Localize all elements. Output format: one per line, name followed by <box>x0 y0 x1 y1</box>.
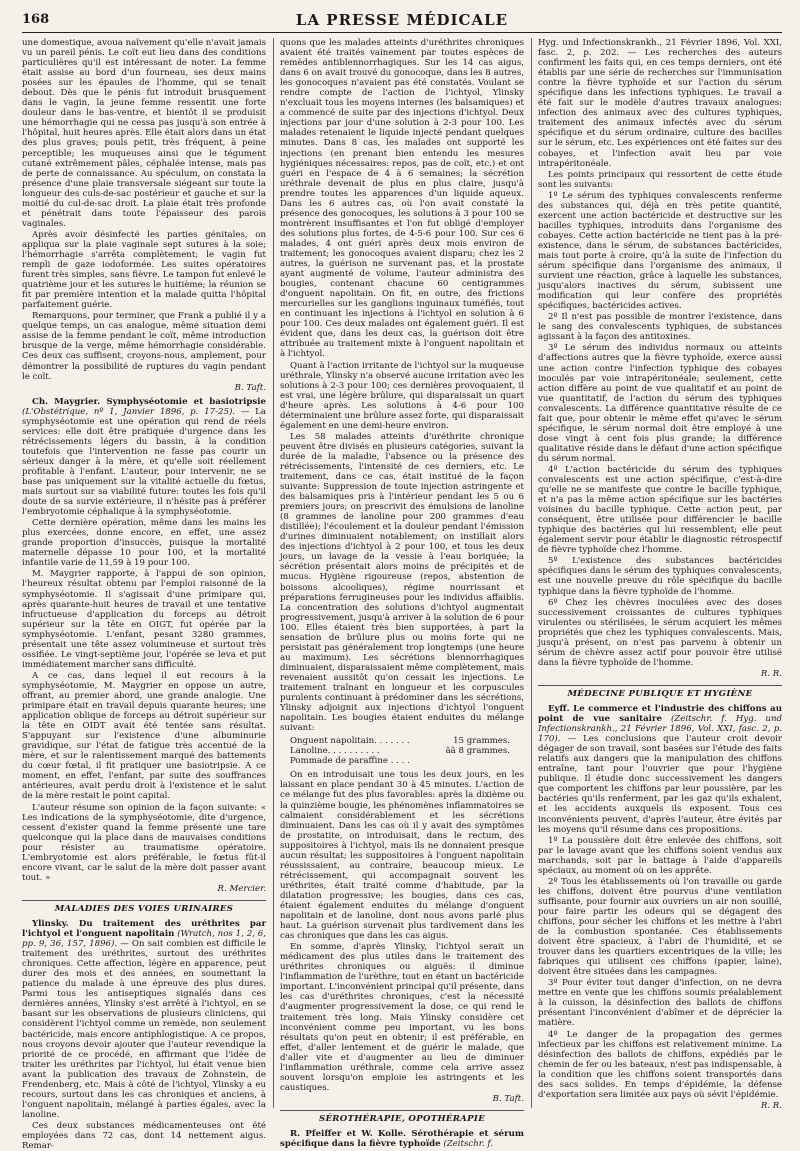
article-heading: Eyff. Le commerce et l'industrie des chiffons au point de vue sanitaire <box>538 704 782 725</box>
formula-row <box>280 756 524 766</box>
paragraph: 1º La poussière doit être enlevée des chiffons, soit par le lavage avant que les chiffons soient vendus aux marchands, soit par le battage à l'aide d'appareils spéciaux, au moment où on les apprête. <box>538 835 782 876</box>
author-signature: R. R. <box>760 668 782 679</box>
paragraph: 2º Tous les établissements où l'on travaille ou garde les chiffons, doivent être pourvus d'une ventilation suffisante, pour fournir aux ouvriers un air non souillé, pour faire partir les odeurs qui se dégagent des chiffons, pour sécher les chiffons et les mettre à l'abri de la combustion spontanée. Ces établissements doivent être spacieux, à l'abri de l'humidité, et se trouver dans les quartiers excentriques de la ville; les fabriques qui utilisent ces chiffons (papier, laine), doivent être situées dans les campagnes. <box>538 876 782 978</box>
author-signature: R. Mercier. <box>217 883 266 894</box>
article-source: (Zeitschr. f. <box>443 1139 493 1150</box>
section-heading: MÉDECINE PUBLIQUE ET HYGIÈNE <box>538 685 782 699</box>
page-number: 168 <box>22 12 50 27</box>
paragraph: 6º Chez les chèvres inoculées avec des doses successivement croissantes de cultures typhiques virulentes ou stérilisées, le sérum acquiert les mêmes propriétés que chez les typhiques convalescents. Mais, jusqu'à présent, on n'est pas parvenu à obtenir un sérum de chèvre assez actif pour pouvoir être utilisé dans la fièvre typhoïde de l'homme. <box>538 597 782 668</box>
paragraph-text: — La symphyséotomie est une opération qui rend de réels services: elle doit être pratiquée d'urgence dans les rétrécissements légers du bassin, à la condition toutefois que l'intervention ne fasse pas courir un sérieux danger à la mère, et qu'elle soit réellement profitable à l'enfant. L'auteur, pour intervenir, ne se base pas uniquement sur la vitalité actuelle du fœtus, mais surtout sur sa viabilité future: toutes les fois qu'il doute de sa survie extérieure, il n'hésite pas à préférer l'embryotomie céphalique à la symphyséotomie. <box>22 406 267 518</box>
article-intro <box>22 397 266 518</box>
journal-title: LA PRESSE MÉDICALE <box>295 11 509 29</box>
article-heading: Ylinsky. Du traitement des uréthrites par l'ichtyol et l'onguent napolitain <box>22 918 266 940</box>
paragraph: Cette dernière opération, même dans les mains les plus exercées, donne encore, en effet, une assez grande proportion d'insuccès, puisque la mortalité maternelle dépasse 10 pour 100, et la mortalité infantile varie de 11,59 à 19 pour 100. <box>22 518 266 569</box>
formula-ingredient: Pommade de paraffine . . . . <box>290 756 410 767</box>
paragraph: 3º Pour éviter tout danger d'infection, on ne devra mettre en vente que les chiffons soumis préalablement à la cuisson, la désinfection des ballots de chiffons présentant l'inconvénient d'abîmer et de déprécier la matière. <box>538 978 782 1029</box>
article-columns <box>22 38 783 1151</box>
author-signature: R. R. <box>760 1100 782 1111</box>
article-source: (Zeitschr. f. Hyg. und Infectionskrankh., 21 Février 1896, Vol. XXI, fasc. 2, p. 170). <box>538 714 783 745</box>
paragraph: M. Maygrier rapporte, à l'appui de son opinion, l'heureux résultat obtenu par l'emploi raisonné de la symphyséotomie. Il s'agissait d'une primipare qui, après quarante-huit heures de travail et une tentative infructueuse d'application du forceps au détroit supérieur sur la tête en OIGT, fut opérée par la symphyséotomie. L'enfant, pesant 3280 grammes, présentait une tête assez volumineuse et surtout très ossifiée. Le vingt-septième jour, l'opérée se leva et put immédiatement marcher sans difficulté. <box>22 569 266 670</box>
article-heading: R. Pfeiffer et W. Kolle. Sérothérapie et sérum spécifique dans la fièvre typhoïde <box>280 1128 524 1150</box>
column-divider <box>273 38 274 1108</box>
paragraph: 1º Le sérum des typhiques convalescents renferme des substances qui, déjà en très petite quantité, exercent une action bactéricide et destructive sur les bacilles typhiques, introduits dans l'organisme des cobayes. Cette action bactéricide ne tient pas à la pré-existence, dans le sérum, de substances bactéricides, mais tout porte à croire, qu'à la suite de l'infection du sérum spécifique dans l'organisme des animaux, il survient une réaction, grâce à laquelle les substances, jusqu'alors inactives du sérum, subissent une modification qui leur confère des propriétés spécifiques, bactéricides actives. <box>538 190 782 312</box>
column-2 <box>280 38 525 1150</box>
paragraph: 3º Le sérum des individus normaux ou atteints d'affections autres que la fièvre typhoïde, exerce aussi une action contre l'infection typhique des cobayes inoculés par voie intrapéritonéale; seulement, cette action diffère au point de vue qualitatif et au point de vue quantitatif, de l'action du sérum des typhiques convalescents. La différence quantitative résulte de ce fait que, pour obtenir le même effet qu'avec le sérum spécifique, le sérum normal doit être employé à une dose vingt à cent fois plus grande; la différence qualitative réside dans le défaut d'une action spécifique du sérum normal. <box>538 343 782 464</box>
paragraph: A ce cas, dans lequel il eut recours à la symphyséotomie, M. Maygrier en oppose un autre, offrant, au premier abord, une grande analogie. Une primipare était en travail depuis quarante heures; une application oblique de forceps au détroit supérieur sur la tête en OIDT avait été tentée sans résultat. S'appuyant sur l'existence d'une albuminurie gravidique, sur l'état de fatigue très accentué de la mère, et sur le ralentissement marqué des battements du cœur fœtal, il fit pratiquer une basiotripsie. A ce moment, en effet, l'enfant, par suite des souffrances antérieures, avait perdu droit à l'existence et le salut de la mère restait le point capital. <box>22 670 266 802</box>
paragraph-text: — Les conclusions que l'auteur croit devoir dégager de son travail, sont basées sur l'étude des faits relatifs aux dangers que la manipulation des chiffons entraîne, tant pour l'ouvrier que pour l'hygiène publique. Il étudie donc successivement les dangers que comportent les chiffons par leur poussière, par les bactéries qu'ils renferment, par les gaz qu'ils exhalent, et les accidents auxquels ils exposent. Tous ces inconvénients peuvent, d'après l'auteur, être évités par les moyens qu'il résume dans ces propositions. <box>538 734 782 835</box>
author-signature: B. Taft. <box>492 1093 524 1104</box>
formula-list <box>280 736 524 766</box>
paragraph: Ces deux substances médicamenteuses ont été employées dans 72 cas, dont 14 nettement aigus. Remar- <box>22 1120 266 1151</box>
paragraph: Les 58 malades atteints d'uréthrite chronique peuvent être divisés en plusieurs catégories, suivant la durée de la maladie, l'absence ou la présence des rétrécissements, l'intensité de ces derniers, etc. Le traitement, dans ce cas, était institué de la façon suivante: Suppression de toute injection astringente et des balsamiques pris à l'intérieur pendant les 5 ou 6 premiers jours; on prescrivit des émulsions de lanoline (8 grammes de lanoline pour 200 grammes d'eau distillée); l'écoulement et la douleur pendant l'émission d'urines diminuaient notablement; on instillait alors des injections d'ichtyol à 2 pour 100, et tous les deux jours, un lavage de la vessie à l'eau boriquée; la sécrétion présentait alors moins de précipités et de mucus. Hygiène rigoureuse (repos, abstention de boissons alcooliques), régime nourrissant et préparations ferrugineuses pour les individus affaiblis. La concentration des solutions d'ichtyol augmentait progressivement, jusqu'à arriver à la solution de 6 pour 100. Elles étaient très bien supportées, à part la sensation de brûlure plus ou moins forte qui ne persistait pas généralement trop longtemps (une heure au maximum). Les sécrétions blennorrhagiques diminuaient, disparaissaient même complètement, mais revenaient aussitôt qu'on cessait les injections. Le traitement traînant en longueur et les corpuscules purulents continuant à prédominer dans les sécrétions, Ylinsky adjoignit aux injections d'ichtyol l'onguent napolitain. Les bougies étaient enduites du mélange suivant: <box>280 431 524 734</box>
paragraph: On en introduisait une tous les deux jours, en les laissant en place pendant 30 à 45 minutes. L'action de ce mélange fut des plus favorables: après la dixième ou la quinzième bougie, les phénomènes inflammatoires se calmaient considérablement et les sécrétions diminuaient. Dans les cas où il y avait des symptômes de prostatite, on introduisait, dans le rectum, des suppositoires à l'ichtyol, mais ils ne donnaient presque aucun résultat; les suppositoires à l'onguent napolitain réussissaient, au contraire, beaucoup mieux. Le rétrécissement, qui accompagnait souvent les uréthrites, était traité comme d'habitude, par la dilatation progressive; les bougies, dans ces cas, étaient également enduites du mélange d'onguent napolitain et de lanoline, dont nous avons parlé plus haut. La guérison survenait plus tardivement dans les cas chroniques que dans les cas aigus. <box>280 770 524 942</box>
paragraph: une domestique, avoua naïvement qu'elle n'avait jamais vu un pareil pénis. Le coït eut lieu dans des conditions particulières qu'il est intéressant de noter. La femme était assise au bord d'un fourneau, ses deux mains posées sur les épaules de l'homme, qui se tenait debout. Dès que le pénis fut introduit brusquement dans le vagin, la jeune femme ressentit une forte douleur dans le bas-ventre, et bientôt il se produisit une hémorrhagie qui ne cessa pas jusqu'à son entrée à l'hôpital, huit heures après. Elle était alors dans un état des plus graves; pouls petit, très fréquent, à peine perceptible; les muqueuses ainsi que le tégument cutané extrêmement pâles, céphalée intense, mais pas de perte de connaissance. Au spéculum, on constata la présence d'une plaie transversale siégeant sur toute la longueur des culs-de-sac postérieur et gauche et sur la moitié du cul-de-sac droit. La plaie était très profonde et pénétrait dans toute l'épaisseur des parois vaginales. <box>22 38 266 229</box>
paragraph-text: — On sait combien est difficile le traitement des uréthrites, surtout des uréthrites chroniques. Cette affection, légère en apparence, peut durer des mois et des années, en soumettant la patience du malade à une épreuve des plus dures. Parmi tous les antiseptiques signalés dans ces dernières années, Ylinsky s'est arrêté à l'ichtyol, en se basant sur les observations de plusieurs cliniciens, qui considèrent l'ichtyol comme un remède, non seulement bactéricide, mais encore antiphlogistique. A ce propos, nous croyons devoir ajouter que l'auteur revendique la priorité de ce procédé, en affirmant que l'idée de traiter les uréthrites par l'ichtyol, lui était venue bien avant la publication des travaux de Zohnstein, de Frendenberg, etc. Mais à côté de l'ichtyol, Ylinsky a eu recours, surtout dans les cas chroniques et anciens, à l'onguent napolitain, mélangé à parties égales, avec la lanoline. <box>22 939 266 1120</box>
paragraph: 4º L'action bactéricide du sérum des typhiques convalescents est une action spécifique, c'est-à-dire qu'elle ne se manifeste que contre le bacille typhique, et n'a pas la même action spécifique sur les bactéries voisines du bacille typhique. Cette action peut, par conséquent, être utilisée pour différencier le bacille typhique des bactéries qui lui ressemblent; elle peut également servir pour établir le diagnostic rétrospectif de fièvre typhoïde chez l'homme. <box>538 464 782 556</box>
formula-ingredient: Onguent napolitain. . . . . . . <box>290 736 410 747</box>
author-signature: B. Taft. <box>234 382 266 393</box>
paragraph: Après avoir désinfecté les parties génitales, on appliqua sur la plaie vaginale sept sutures à la soie; l'hémorrhagie s'arrêta complètement; le vagin fut rempli de gaze iodoformée. Les suites opératoires furent très simples, sans fièvre. Le tampon fut enlevé le quatrième jour et les sutures le huitième; la réunion se fit par première intention et la malade quitta l'hôpital parfaitement guérie. <box>22 229 266 311</box>
journal-page <box>22 10 783 1151</box>
formula-quantity: 15 grammes. <box>453 736 510 747</box>
section-heading: SÉROTHÉRAPIE, OPOTHÉRAPIE <box>280 1110 524 1124</box>
column-3 <box>538 38 783 1111</box>
column-divider <box>531 38 532 1108</box>
paragraph: Remarquons, pour terminer, que Frank a publié il y a quelque temps, un cas analogue, même situation demi assise de la femme pendant le coït, même introduction brusque de la verge, même hémorrhagie considérable. Ces deux cas suffisent, croyons-nous, amplement, pour démontrer la possibilité de ruptures du vagin pendant le coït. <box>22 311 266 382</box>
section-heading: MALADIES DES VOIES URINAIRES <box>22 900 266 914</box>
formula-row <box>280 746 524 756</box>
paragraph: 2º Il n'est pas possible de montrer l'existence, dans le sang des convalescents typhiques, de substances agissant à la façon des antitoxines. <box>538 312 782 343</box>
paragraph: L'auteur résume son opinion de la façon suivante: « Les indications de la symphyséotomie, dite d'urgence, cessent d'exister quand la femme présente une tare quelconque qui la place dans de mauvaises conditions pour résister au traumatisme opératoire. L'embryotomie est alors préférable, le fœtus fût-il encore vivant, car le salut de la mère doit passer avant tout. » <box>22 802 266 883</box>
paragraph: 4º Le danger de la propagation des germes infectieux par les chiffons est relativement minime. La désinfection des ballots de chiffons, expédiés par le chemin de fer ou les bateaux, n'est pas indispensable, à la condition que les chiffons soient transportés dans des sacs solides. En temps d'épidémie, la défense d'exportation sera limitée aux pays où sévit l'épidémie. <box>538 1029 782 1100</box>
paragraph: Hyg. und Infectionskrankh., 21 Février 1896, Vol. XXI, fasc. 2, p. 202. — Les recherches des auteurs confirment les faits qui, en ces temps derniers, ont été établis par une série de recherches sur l'immunisation contre la fièvre typhoïde et sur l'action du sérum spécifique dans les infections typhiques. Le travail a été fait sur le modèle d'autres travaux analogues: infection des animaux avec des cultures typhiques, traitement des animaux infectés avec du sérum spécifique et du sérum ordinaire, culture des bacilles sur le sérum, etc. Les expériences ont été faites sur des cobayes, et l'infection avait lieu par voie intrapéritonéale. <box>538 38 782 169</box>
article-intro <box>280 1129 524 1149</box>
article-source: (Wratch, nos 1, 2, 6, pp. 9, 36, 157, 1896). <box>22 929 266 950</box>
paragraph: En somme, d'après Ylinsky, l'ichtyol serait un médicament des plus utiles dans le traitement des uréthrites chroniques ou aiguës: il diminue l'inflammation de l'urèthre, tout en étant un bactéricide important. L'inconvénient principal qu'il présente, dans les cas d'uréthrites chroniques, c'est la nécessité d'augmenter progressivement la dose, ce qui rend le traitement très long. Mais Ylinsky considère cet inconvénient comme peu important, vu les bons résultats qu'on peut en obtenir; il est préférable, en effet, d'aller lentement et de guérir le malade, que d'aller vite et d'augmenter au lieu de diminuer l'inflammation uréthrale, comme cela arrive assez souvent lorsqu'on emploie les astringents et les caustiques. <box>280 942 524 1093</box>
formula-row <box>280 736 524 746</box>
page-header <box>22 10 782 33</box>
formula-ingredient: Lanoline. . . . . . . . . . <box>290 746 380 757</box>
paragraph: quons que les malades atteints d'uréthrites chroniques avaient été traités vainement par toutes espèces de remèdes antiblennorrhagiques. Sur les 14 cas aigus, dans 6 on avait trouvé du gonocoque, dans les 8 autres, les gonocoques n'avaient pas été constatés. Voulant se rendre compte de l'action de l'ichtyol, Ylinsky n'excluait tous les moyens internes (les balsamiques) et a commencé de suite par des injections d'ichtyol. Deux injections par jour d'une solution à 2-3 pour 100. Les malades retenaient le liquide injecté pendant quelques minutes. Dans 8 cas, les malades ont supporté les injections (en prenant bien entendu les mesures hygiéniques nécessaires: repos, pas de coït, etc.) et ont guéri en l'espace de 4 à 6 semaines; la sécrétion uréthrale devenait de plus en plus claire, jusqu'à prendre toutes les apparences d'un liquide aqueux. Dans les 6 autres cas, où l'on avait constaté la présence des gonocoques, les solutions à 3 pour 100 se montrèrent insuffisantes et l'on fut obligé d'employer des solutions plus fortes, de 4-5-6 pour 100. Sur ces 6 malades, 4 ont guéri après deux mois environ de traitement; les gonocoques avaient disparu; chez les 2 autres, la guérison ne survenant pas, et la prostate ayant augmenté de volume, l'auteur administra des bougies, contenant chacune 60 centigrammes d'onguent napolitain. On fit, en outre, des frictions mercurielles sur les ganglions inguinaux tuméfiés, tout en continuant les injections à l'ichtyol en solution à 6 pour 100. Ces deux malades ont également guéri. Il est évident que, dans les deux cas, la guérison doit être attribuée au traitement mixte à l'onguent napolitain et à l'ichtyol. <box>280 38 524 360</box>
paragraph: Les points principaux qui ressortent de cette étude sont les suivants: <box>538 169 782 190</box>
paragraph: Quant à l'action irritante de l'ichtyol sur la muqueuse uréthrale, Ylinsky n'a observé aucune irritation avec les solutions à 2-3 pour 100; ces dernières provoquaient, il est vrai, une légère brûlure, qui disparaissait un quart d'heure après. Les solutions à 4-6 pour 100 déterminaient une brûlure assez forte, qui disparaissait également en une demi-heure environ. <box>280 360 525 431</box>
article-intro <box>22 919 266 1120</box>
formula-quantity: ãã 8 grammes. <box>445 746 510 757</box>
article-source: (L'Obstétrique, nº 1, Janvier 1896, p. 17-25). <box>22 406 236 417</box>
paragraph: 5º L'existence des substances bactéricides spécifiques dans le sérum des typhiques convalescents, est une nouvelle preuve du rôle spécifique du bacille typhique dans la fièvre typhoïde de l'homme. <box>538 556 782 597</box>
column-1 <box>22 38 267 1151</box>
article-heading: Ch. Maygrier. Symphyséotomie et basiotripsie <box>32 396 266 407</box>
article-intro <box>538 704 782 835</box>
